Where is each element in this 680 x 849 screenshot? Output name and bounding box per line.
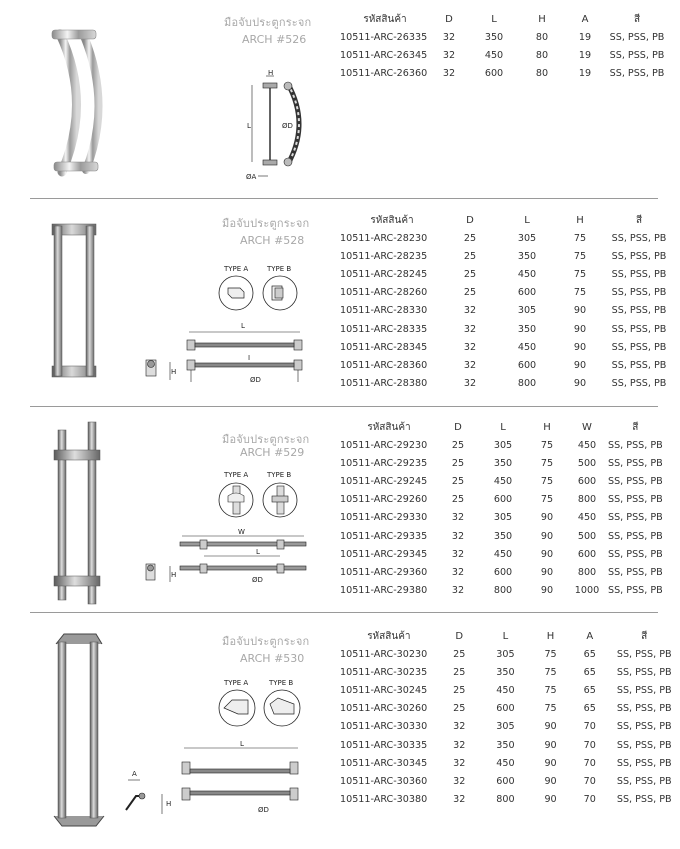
- col-header-d: D: [445, 13, 453, 25]
- cell-d: 25: [453, 703, 466, 715]
- cell-color: SS, PSS, PB: [616, 703, 672, 715]
- cell-code: 10511-ARC-29380: [340, 585, 428, 597]
- cell-color: SS, PSS, PB: [608, 439, 663, 451]
- table-row: [340, 736, 680, 754]
- model-name: ARCH #526: [242, 33, 307, 46]
- product-section-arch-526: [0, 0, 680, 198]
- table-row: [340, 663, 680, 681]
- cell-h: 90: [540, 566, 554, 578]
- dim-label-w: W: [238, 528, 245, 536]
- cell-l: 350: [517, 323, 537, 335]
- dim-label-d: ØD: [282, 122, 293, 130]
- dim-label-a: ØA: [246, 173, 257, 181]
- model-name: ARCH #528: [240, 234, 305, 247]
- cell-l: 600: [484, 67, 504, 79]
- dim-label-d: ØD: [252, 576, 263, 584]
- cell-l: 350: [496, 666, 515, 678]
- product-photo-arch-529: [50, 420, 106, 606]
- cell-code: 10511-ARC-29245: [340, 475, 428, 487]
- spec-table-arch-528: [340, 211, 676, 393]
- section-divider: [30, 198, 658, 199]
- table-row: [340, 772, 680, 790]
- model-name: ARCH #530: [240, 652, 305, 665]
- col-header-color: สี: [641, 630, 648, 642]
- cell-d: 32: [451, 566, 465, 578]
- cell-color: SS, PSS, PB: [616, 739, 672, 751]
- cell-a: 19: [578, 67, 592, 79]
- cell-color: SS, PSS, PB: [609, 31, 665, 43]
- dim-label-l: L: [241, 322, 245, 330]
- cell-color: SS, PSS, PB: [611, 250, 667, 262]
- dim-label-a: A: [132, 770, 137, 778]
- table-row: [340, 436, 663, 454]
- col-header-code: รหัสสินค้า: [363, 13, 407, 25]
- cell-code: 10511-ARC-28230: [340, 232, 428, 244]
- product-photo-arch-530: [48, 632, 108, 828]
- cell-h: 80: [535, 31, 549, 43]
- table-header-row: [340, 10, 668, 28]
- cell-l: 600: [517, 287, 537, 299]
- cell-color: SS, PSS, PB: [611, 378, 667, 390]
- table-row: [340, 229, 676, 247]
- col-header-l: L: [500, 421, 506, 433]
- dim-label-l: L: [256, 548, 260, 556]
- cell-l: 450: [493, 548, 513, 560]
- table-row: [340, 509, 663, 527]
- cell-d: 32: [453, 794, 466, 806]
- cell-d: 32: [451, 530, 465, 542]
- col-header-code: รหัสสินค้า: [367, 421, 411, 433]
- cell-color: SS, PSS, PB: [611, 287, 667, 299]
- cell-code: 10511-ARC-29230: [340, 439, 428, 451]
- cell-color: SS, PSS, PB: [608, 475, 663, 487]
- cell-l: 450: [496, 757, 515, 769]
- cell-a: 70: [583, 721, 596, 733]
- table-row: [340, 338, 676, 356]
- dimension-diagram-arch-528: [140, 318, 310, 388]
- table-row: [340, 28, 668, 46]
- col-header-color: สี: [633, 13, 641, 25]
- table-row: [340, 563, 663, 581]
- cell-w: 450: [577, 439, 597, 451]
- table-row: [340, 700, 680, 718]
- table-row: [340, 375, 676, 393]
- cell-d: 25: [451, 475, 465, 487]
- col-header-h: H: [576, 214, 584, 226]
- cell-l: 800: [496, 794, 515, 806]
- table-row: [340, 791, 680, 809]
- cell-color: SS, PSS, PB: [608, 548, 663, 560]
- cell-h: 75: [573, 250, 587, 262]
- table-row: [340, 472, 663, 490]
- col-header-d: D: [454, 421, 462, 433]
- cell-code: 10511-ARC-29330: [340, 512, 428, 524]
- dim-label-d: ØD: [250, 376, 261, 384]
- cell-h: 90: [544, 775, 557, 787]
- type-a-label: TYPE A: [224, 679, 249, 687]
- table-row: [340, 582, 663, 600]
- cell-code: 10511-ARC-28345: [340, 341, 428, 353]
- cell-code: 10511-ARC-30245: [340, 684, 428, 696]
- cell-h: 75: [573, 287, 587, 299]
- cell-color: SS, PSS, PB: [616, 666, 672, 678]
- cell-d: 25: [451, 439, 465, 451]
- cell-code: 10511-ARC-26335: [340, 31, 428, 43]
- cell-a: 19: [578, 31, 592, 43]
- cell-a: 70: [583, 757, 596, 769]
- cell-code: 10511-ARC-28245: [340, 268, 428, 280]
- cell-l: 800: [517, 378, 537, 390]
- spec-table-arch-526: [340, 10, 668, 83]
- table-row: [340, 645, 680, 663]
- cell-l: 600: [493, 494, 513, 506]
- dimension-diagram-arch-526: [244, 70, 314, 185]
- col-header-d: D: [455, 630, 464, 642]
- type-options-diagram-arch-528: [214, 264, 304, 312]
- cell-d: 32: [451, 548, 465, 560]
- cell-color: SS, PSS, PB: [611, 268, 667, 280]
- table-row: [340, 681, 680, 699]
- cell-h: 75: [544, 648, 557, 660]
- cell-h: 90: [573, 323, 587, 335]
- cell-d: 32: [451, 585, 465, 597]
- cell-d: 32: [442, 67, 456, 79]
- section-title: มือจับประตูกระจก: [222, 217, 310, 230]
- cell-h: 80: [535, 49, 549, 61]
- cell-d: 25: [453, 684, 466, 696]
- cell-color: SS, PSS, PB: [608, 457, 663, 469]
- cell-l: 600: [496, 703, 515, 715]
- section-title: มือจับประตูกระจก: [224, 16, 312, 29]
- cell-color: SS, PSS, PB: [616, 721, 672, 733]
- cell-h: 75: [544, 666, 557, 678]
- cell-h: 90: [544, 757, 557, 769]
- dimension-diagram-arch-529: [140, 526, 310, 594]
- cell-h: 80: [535, 67, 549, 79]
- cell-a: 65: [583, 703, 596, 715]
- cell-l: 800: [493, 585, 513, 597]
- cell-l: 305: [496, 648, 515, 660]
- model-name: ARCH #529: [240, 446, 305, 459]
- cell-d: 32: [453, 721, 466, 733]
- cell-d: 32: [463, 359, 477, 371]
- cell-w: 500: [577, 530, 597, 542]
- cell-h: 75: [540, 439, 554, 451]
- cell-d: 32: [453, 775, 466, 787]
- cell-h: 90: [540, 512, 554, 524]
- section-divider: [30, 406, 658, 407]
- table-row: [340, 754, 680, 772]
- cell-h: 90: [544, 721, 557, 733]
- cell-w: 450: [577, 512, 597, 524]
- cell-color: SS, PSS, PB: [611, 341, 667, 353]
- table-row: [340, 491, 663, 509]
- cell-w: 800: [577, 494, 597, 506]
- cell-color: SS, PSS, PB: [609, 67, 665, 79]
- cell-h: 90: [573, 305, 587, 317]
- cell-h: 75: [540, 494, 554, 506]
- table-row: [340, 247, 676, 265]
- cell-d: 25: [451, 494, 465, 506]
- cell-color: SS, PSS, PB: [611, 305, 667, 317]
- cell-d: 25: [453, 666, 466, 678]
- cell-l: 350: [496, 739, 515, 751]
- cell-l: 450: [484, 49, 504, 61]
- cell-h: 75: [544, 703, 557, 715]
- section-title: มือจับประตูกระจก: [222, 433, 310, 446]
- col-header-color: สี: [632, 421, 639, 433]
- table-header-row: [340, 211, 676, 229]
- product-section-arch-529: [0, 408, 680, 612]
- cell-code: 10511-ARC-28335: [340, 323, 428, 335]
- cell-l: 305: [496, 721, 515, 733]
- cell-color: SS, PSS, PB: [616, 684, 672, 696]
- col-header-h: H: [546, 630, 555, 642]
- col-header-code: รหัสสินค้า: [370, 214, 414, 226]
- product-photo-arch-528: [46, 220, 102, 382]
- table-row: [340, 545, 663, 563]
- table-row: [340, 527, 663, 545]
- cell-h: 90: [573, 359, 587, 371]
- cell-l: 600: [496, 775, 515, 787]
- cell-color: SS, PSS, PB: [611, 323, 667, 335]
- cell-l: 350: [493, 457, 513, 469]
- cell-color: SS, PSS, PB: [608, 494, 663, 506]
- type-b-label: TYPE B: [269, 679, 294, 687]
- cell-color: SS, PSS, PB: [608, 566, 663, 578]
- table-row: [340, 265, 676, 283]
- cell-code: 10511-ARC-28380: [340, 378, 428, 390]
- cell-h: 90: [540, 530, 554, 542]
- cell-h: 90: [573, 378, 587, 390]
- cell-h: 90: [540, 585, 554, 597]
- cell-d: 32: [442, 49, 456, 61]
- cell-d: 32: [463, 341, 477, 353]
- dim-label-h: H: [268, 69, 274, 77]
- cell-l: 450: [496, 684, 515, 696]
- type-a-label: TYPE A: [224, 265, 249, 273]
- dim-label-h: H: [166, 800, 172, 808]
- cell-d: 25: [453, 648, 466, 660]
- cell-l: 600: [517, 359, 537, 371]
- cell-code: 10511-ARC-28360: [340, 359, 428, 371]
- cell-code: 10511-ARC-29235: [340, 457, 428, 469]
- cell-a: 70: [583, 775, 596, 787]
- cell-l: 350: [493, 530, 513, 542]
- cell-code: 10511-ARC-30360: [340, 775, 428, 787]
- cell-l: 305: [517, 305, 537, 317]
- cell-code: 10511-ARC-26345: [340, 49, 428, 61]
- cell-a: 65: [583, 666, 596, 678]
- dim-label-i: I: [248, 354, 251, 362]
- cell-h: 75: [573, 232, 587, 244]
- cell-l: 305: [493, 439, 513, 451]
- cell-l: 350: [517, 250, 537, 262]
- dim-label-h: H: [171, 368, 177, 376]
- cell-color: SS, PSS, PB: [616, 648, 672, 660]
- cell-a: 70: [583, 739, 596, 751]
- cell-a: 19: [578, 49, 592, 61]
- spec-table-arch-530: [340, 627, 680, 809]
- cell-w: 500: [577, 457, 597, 469]
- cell-code: 10511-ARC-26360: [340, 67, 428, 79]
- dim-label-l: L: [247, 122, 251, 130]
- cell-l: 350: [484, 31, 504, 43]
- cell-d: 25: [463, 268, 477, 280]
- cell-code: 10511-ARC-30235: [340, 666, 428, 678]
- cell-color: SS, PSS, PB: [616, 794, 672, 806]
- cell-d: 32: [463, 323, 477, 335]
- product-section-arch-528: [0, 200, 680, 406]
- cell-code: 10511-ARC-28260: [340, 287, 428, 299]
- cell-d: 32: [463, 305, 477, 317]
- table-row: [340, 46, 668, 64]
- col-header-h: H: [543, 421, 551, 433]
- table-header-row: [340, 418, 663, 436]
- cell-code: 10511-ARC-30335: [340, 739, 428, 751]
- cell-h: 75: [573, 268, 587, 280]
- cell-h: 90: [544, 739, 557, 751]
- cell-h: 75: [540, 475, 554, 487]
- cell-color: SS, PSS, PB: [608, 585, 663, 597]
- dimension-diagram-arch-530: [118, 736, 308, 826]
- dim-label-l: L: [240, 740, 244, 748]
- cell-a: 65: [583, 648, 596, 660]
- cell-h: 90: [573, 341, 587, 353]
- cell-l: 305: [493, 512, 513, 524]
- col-header-code: รหัสสินค้า: [367, 630, 411, 642]
- cell-h: 90: [544, 794, 557, 806]
- col-header-l: L: [524, 214, 530, 226]
- cell-d: 25: [463, 287, 477, 299]
- table-row: [340, 356, 676, 374]
- cell-a: 70: [583, 794, 596, 806]
- cell-d: 32: [451, 512, 465, 524]
- cell-code: 10511-ARC-30345: [340, 757, 428, 769]
- cell-d: 25: [463, 232, 477, 244]
- cell-d: 25: [463, 250, 477, 262]
- cell-color: SS, PSS, PB: [608, 530, 663, 542]
- type-options-diagram-arch-529: [214, 470, 304, 520]
- table-row: [340, 284, 676, 302]
- cell-code: 10511-ARC-30330: [340, 721, 428, 733]
- cell-l: 450: [517, 341, 537, 353]
- product-section-arch-530: [0, 614, 680, 849]
- type-b-label: TYPE B: [267, 471, 292, 479]
- cell-l: 600: [493, 566, 513, 578]
- col-header-h: H: [538, 13, 546, 25]
- cell-code: 10511-ARC-29360: [340, 566, 428, 578]
- col-header-l: L: [491, 13, 497, 25]
- dim-label-h: H: [171, 571, 177, 579]
- table-row: [340, 320, 676, 338]
- cell-code: 10511-ARC-30380: [340, 794, 428, 806]
- col-header-color: สี: [635, 214, 643, 226]
- col-header-d: D: [466, 214, 474, 226]
- type-options-diagram-arch-530: [214, 678, 308, 728]
- cell-w: 1000: [574, 585, 600, 597]
- col-header-l: L: [502, 630, 509, 642]
- cell-color: SS, PSS, PB: [611, 232, 667, 244]
- cell-w: 800: [577, 566, 597, 578]
- type-b-label: TYPE B: [267, 265, 292, 273]
- cell-color: SS, PSS, PB: [616, 757, 672, 769]
- product-photo-arch-526: [40, 22, 120, 182]
- cell-d: 32: [442, 31, 456, 43]
- cell-l: 305: [517, 232, 537, 244]
- spec-table-arch-529: [340, 418, 663, 600]
- cell-w: 600: [577, 475, 597, 487]
- cell-d: 32: [453, 757, 466, 769]
- col-header-a: A: [586, 630, 594, 642]
- cell-code: 10511-ARC-28235: [340, 250, 428, 262]
- cell-code: 10511-ARC-30260: [340, 703, 428, 715]
- dim-label-d: ØD: [258, 806, 269, 814]
- cell-code: 10511-ARC-29335: [340, 530, 428, 542]
- cell-color: SS, PSS, PB: [608, 512, 663, 524]
- type-a-label: TYPE A: [224, 471, 249, 479]
- table-row: [340, 302, 676, 320]
- cell-color: SS, PSS, PB: [616, 775, 672, 787]
- cell-l: 450: [493, 475, 513, 487]
- cell-w: 600: [577, 548, 597, 560]
- section-divider: [30, 612, 658, 613]
- cell-color: SS, PSS, PB: [609, 49, 665, 61]
- cell-color: SS, PSS, PB: [611, 359, 667, 371]
- cell-h: 75: [540, 457, 554, 469]
- cell-code: 10511-ARC-30230: [340, 648, 428, 660]
- cell-code: 10511-ARC-29260: [340, 494, 428, 506]
- table-row: [340, 64, 668, 82]
- cell-d: 25: [451, 457, 465, 469]
- section-title: มือจับประตูกระจก: [222, 635, 310, 648]
- table-header-row: [340, 627, 680, 645]
- cell-h: 90: [540, 548, 554, 560]
- cell-d: 32: [463, 378, 477, 390]
- cell-code: 10511-ARC-28330: [340, 305, 428, 317]
- col-header-a: A: [581, 13, 589, 25]
- cell-h: 75: [544, 684, 557, 696]
- table-row: [340, 454, 663, 472]
- cell-l: 450: [517, 268, 537, 280]
- cell-a: 65: [583, 684, 596, 696]
- table-row: [340, 718, 680, 736]
- cell-d: 32: [453, 739, 466, 751]
- col-header-w: W: [582, 421, 592, 433]
- cell-code: 10511-ARC-29345: [340, 548, 428, 560]
